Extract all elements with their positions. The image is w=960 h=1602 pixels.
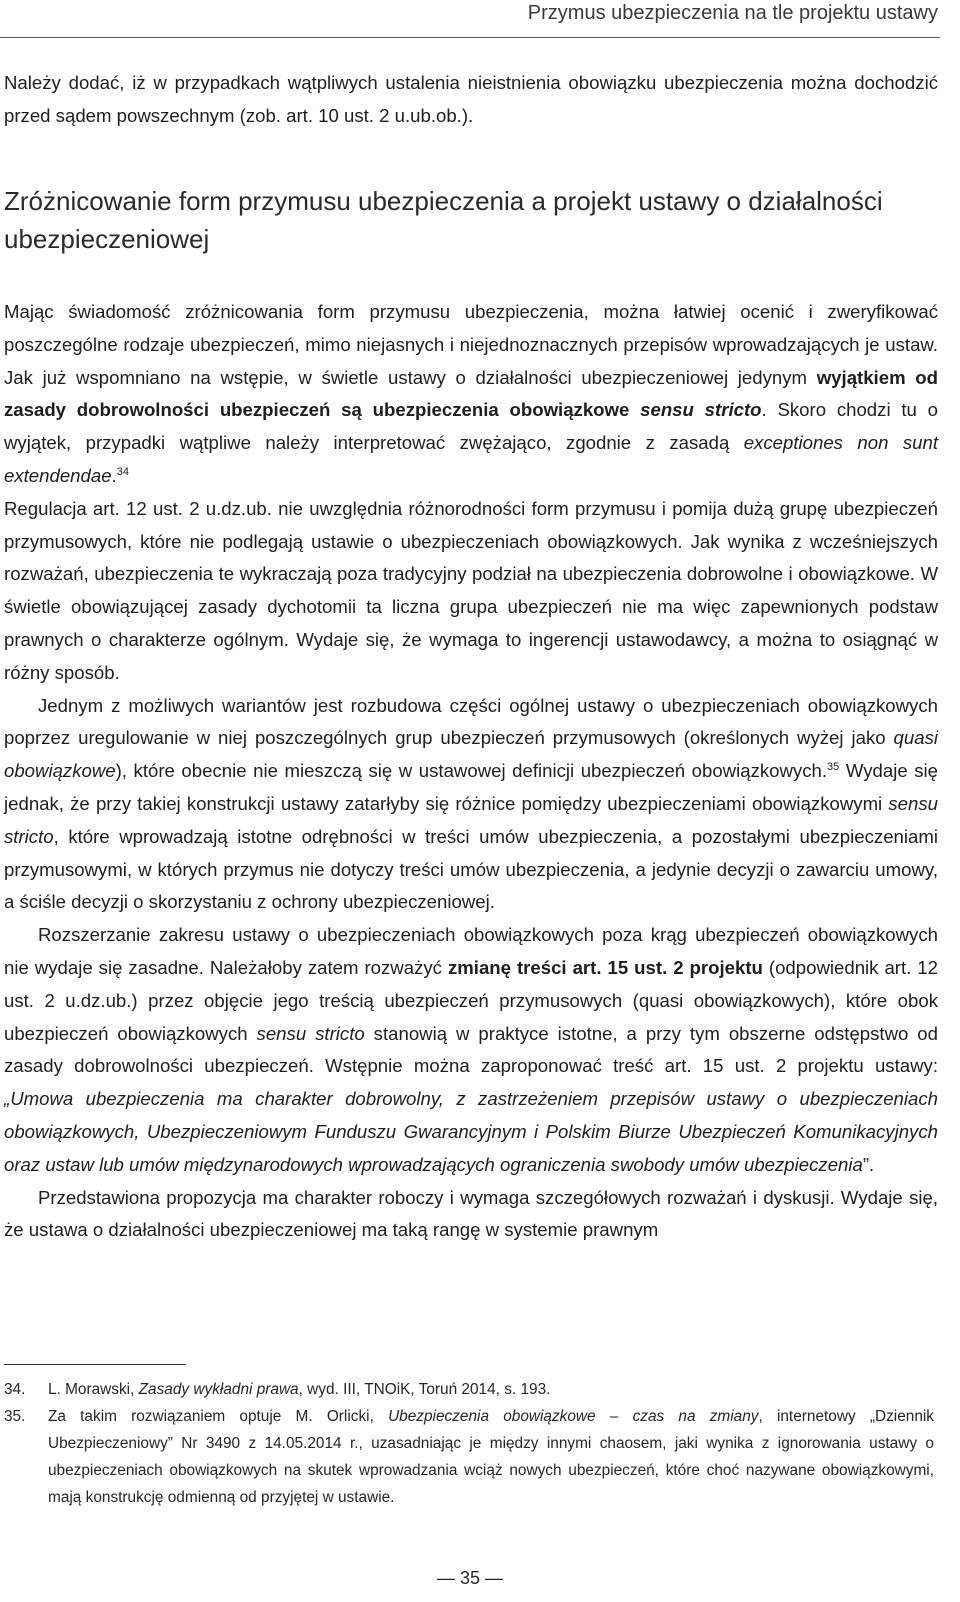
footnote-text	[48, 1403, 934, 1511]
paragraph-3	[4, 690, 938, 920]
footnote-35	[4, 1403, 934, 1511]
paragraph-5: Przedstawiona propozycja ma charakter roboczy i wymaga szczegółowych rozważań i dyskusji. Wydaje się, że ustawa o działalności ubezpieczeniowej ma taką rangę w systemie prawnym	[4, 1186, 938, 1241]
footnote-author: Za takim rozwiązaniem optuje M. Orlicki,	[48, 1408, 389, 1425]
p4-proposed-provision: „Umowa ubezpieczenia ma charakter dobrowolny, z zastrzeżeniem przepisów ustawy o ubezpieczeniach obowiązkowych, Ubezpieczeniowym Funduszu Gwarancyjnym i Polskim Biurze Ubezpieczeń Komunikacyjnych oraz ustaw lub umów międzynarodowych wprowadzających ograniczenia swobody umów ubezpieczenia	[4, 1088, 938, 1175]
footnote-ref-35[interactable]: 35	[827, 760, 840, 773]
footnote-number: 35.	[4, 1408, 26, 1425]
p3-text-cont-3: , które wprowadzają istotne odrębności w treści umów ubezpieczenia, a pozostałymi ubezpieczeniami przymusowymi, w których przymus nie dotyczy treści umów ubezpieczenia, a jedynie decyzji o zawarciu umowy, a ściśle decyzji o skorzystaniu z ochrony ubezpieczeniowej.	[4, 825, 938, 913]
intro-paragraph: Należy dodać, iż w przypadkach wątpliwych ustalenia nieistnienia obowiązku ubezpieczenia można dochodzić przed sądem powszechnym (zob. art. 10 ust. 2 u.ub.ob.).	[4, 72, 938, 126]
main-text	[4, 296, 938, 1247]
p1-period: .	[111, 464, 117, 486]
page-number: — 35 —	[436, 1568, 504, 1588]
footnote-34	[4, 1376, 934, 1403]
p3-text: Jednym z możliwych wariantów jest rozbudowa części ogólnej ustawy o ubezpieczeniach obowiązkowych poprzez uregulowanie w niej poszczególnych grup ubezpieczeń przymusowych (określonych wyżej jako	[4, 694, 938, 749]
p4-bold-text: zmianę treści art. 15 ust. 2 projektu	[447, 956, 763, 978]
header-rule	[0, 37, 940, 38]
footnote-rule	[4, 1364, 186, 1365]
section-heading: Zróżnicowanie form przymusu ubezpieczenia a projekt ustawy o działalności ubezpieczeniowej	[4, 186, 883, 254]
footnote-text	[48, 1376, 934, 1403]
p4-italic-term: sensu stricto	[256, 1022, 365, 1044]
footnote-publication: , internetowy „Dziennik Ubezpieczeniowy” Nr 3490 z 14.05.2014 r., uzasadniając je między innymi chaosem, jaki wynika z ignorowania ustawy o ubezpieczeniach obowiązkowych na skutek wprowadzania wciąż nowych ubezpieczeń, które choć nazywane obowiązkowymi, mają konstrukcję odmienną od przyjętej w ustawie.	[48, 1408, 935, 1506]
p1-bold-text: wyjątkiem od zasady dobrowolności ubezpieczeń są ubezpieczenia obowiązkowe	[4, 366, 938, 421]
footnote-title: Ubezpieczenia obowiązkowe – czas na zmiany	[388, 1408, 759, 1425]
p4-text-cont: (odpowiednik art. 12 ust. 2 u.dz.ub.) przez objęcie jego treścią ubezpieczeń przymusowych (quasi obowiązkowych), które obok ubezpieczeń obowiązkowych	[4, 956, 938, 1044]
footnote-number: 34.	[4, 1381, 26, 1398]
p3-text-cont-2: Wydaje się jednak, że przy takiej konstrukcji ustawy zatarłyby się różnice pomiędzy ubezpieczeniami obowiązkowymi	[4, 760, 938, 814]
p1-latin-maxim: exceptiones non sunt extendendae	[4, 432, 938, 486]
footnotes	[4, 1376, 934, 1511]
running-header: Przymus ubezpieczenia na tle projektu ustawy	[527, 2, 938, 24]
footnote-title: Zasady wykładni prawa	[138, 1381, 299, 1398]
p1-text: Mając świadomość zróżnicowania form przymusu ubezpieczenia, można łatwiej ocenić i zweryfikować poszczególne rodzaje ubezpieczeń, mimo niejasnych i niejednoznacznych przepisów wprowadzających je ustaw. Jak już wspomniano na wstępie, w świetle ustawy o działalności ubezpieczeniowej jedynym	[4, 301, 938, 388]
p1-bold-italic-text: sensu stricto	[640, 399, 762, 421]
p1-text-cont: . Skoro chodzi tu o wyjątek, przypadki wątpliwe należy interpretować zwężająco, zgodnie z zasadą	[4, 399, 939, 454]
p4-closing-quote: ”.	[862, 1153, 875, 1175]
p3-italic-term-2: sensu stricto	[4, 792, 938, 847]
paragraph-1	[4, 296, 938, 493]
paragraph-4	[4, 919, 938, 1181]
p4-text-cont-2: stanowią w praktyce istotne, a przy tym obszerne odstępstwo od zasady dobrowolności ubezpieczeń. Wstępnie można zaproponować treść art. 15 ust. 2 projektu ustawy:	[4, 1022, 938, 1077]
footnote-publication: , wyd. III, TNOiK, Toruń 2014, s. 193.	[298, 1381, 551, 1398]
p3-text-cont: ), które obecnie nie mieszczą się w ustawowej definicji ubezpieczeń obowiązkowych.	[115, 760, 828, 782]
footnote-author: L. Morawski,	[48, 1381, 139, 1398]
footnote-ref-34[interactable]: 34	[116, 465, 129, 478]
paragraph-2: Regulacja art. 12 ust. 2 u.dz.ub. nie uwzględnia różnorodności form przymusu i pomija dużą grupę ubezpieczeń przymusowych, które nie podlegają ustawie o ubezpieczeniach obowiązkowych. Jak wynika z wcześniejszych rozważań, ubezpieczenia te wykraczają poza tradycyjny podział na ubezpieczenia dobrowolne i obowiązkowe. W świetle obowiązującej zasady dychotomii ta liczna grupa ubezpieczeń nie ma więc zapewnionych podstaw prawnych o charakterze ogólnym. Wydaje się, że wymaga to ingerencji ustawodawcy, a można to osiągnąć w różny sposób.	[4, 497, 938, 683]
p4-text: Rozszerzanie zakresu ustawy o ubezpieczeniach obowiązkowych poza krąg ubezpieczeń obowiązkowych nie wydaje się zasadne. Należałoby zatem rozważyć	[4, 924, 938, 978]
p3-italic-term: quasi obowiązkowe	[4, 727, 938, 782]
